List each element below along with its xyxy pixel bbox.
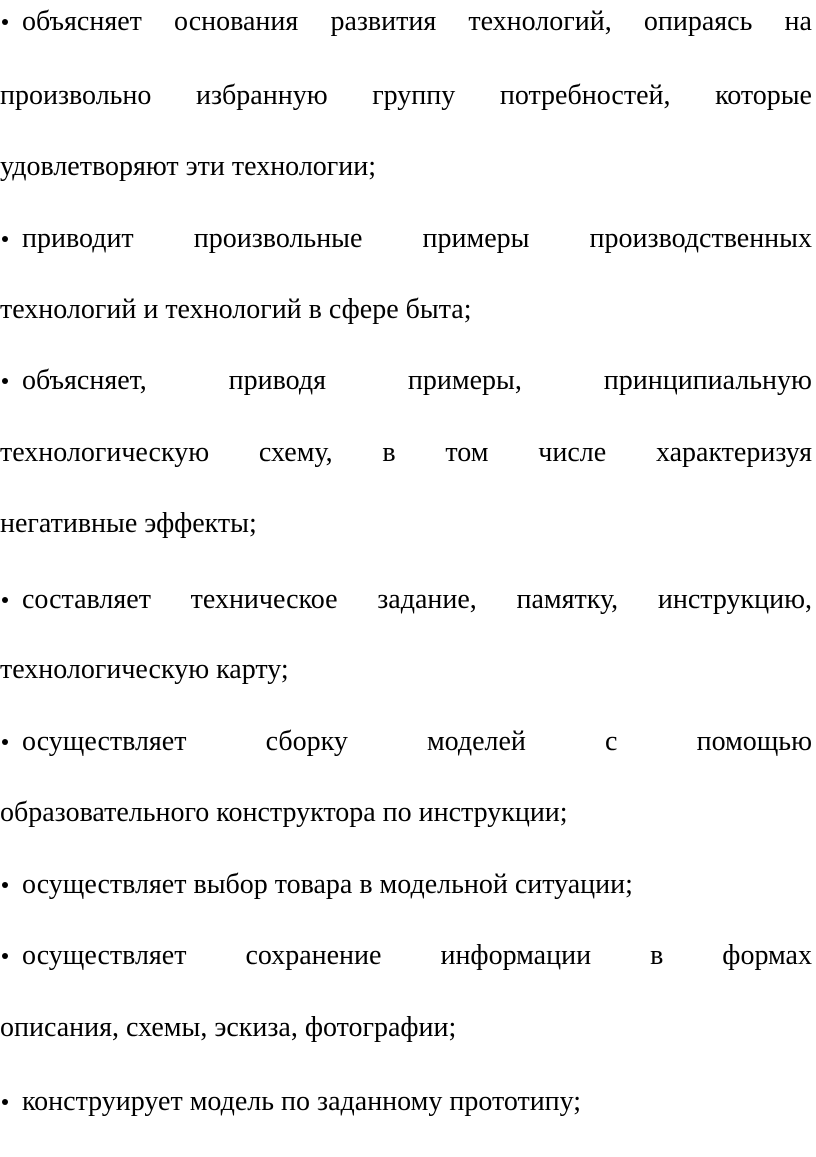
bullet-icon (2, 597, 8, 603)
bullet-line (0, 363, 812, 399)
word: опираясь (643, 6, 753, 37)
bullet-icon (2, 953, 8, 959)
word: помощью (696, 726, 812, 757)
word: примеры (422, 223, 530, 254)
word: принципиальную (603, 365, 812, 396)
bullet-line (0, 582, 812, 618)
word: технологий и технологий в сфере быта; (0, 294, 472, 325)
word: на (784, 6, 812, 37)
word: конструирует модель по заданному прототипу; (22, 1086, 582, 1117)
word: в (382, 437, 396, 468)
word: формах (722, 940, 812, 971)
word: приводит (22, 223, 134, 254)
text-line (0, 149, 812, 185)
bullet-icon (2, 1099, 8, 1105)
bullet-icon (2, 19, 8, 25)
text-line (0, 506, 812, 542)
word: негативные эффекты; (0, 508, 257, 539)
word: осуществляет выбор товара в модельной ситуации; (22, 869, 633, 900)
word: задание, (377, 584, 477, 615)
word: удовлетворяют эти технологии; (0, 151, 377, 182)
word: техническое (190, 584, 338, 615)
word: технологическую карту; (0, 654, 289, 685)
word: избранную (196, 80, 328, 111)
bullet-line (0, 4, 812, 40)
word: сборку (265, 726, 348, 757)
bullet-icon (2, 882, 8, 888)
word: группу (372, 80, 456, 111)
word: осуществляет (22, 726, 187, 757)
word: с (605, 726, 618, 757)
word: которые (715, 80, 812, 111)
word: приводя (228, 365, 326, 396)
word: памятку, (516, 584, 619, 615)
word: основания (174, 6, 299, 37)
text-line (0, 1010, 812, 1046)
word: произвольно (0, 80, 152, 111)
word: составляет (22, 584, 151, 615)
word: в (650, 940, 664, 971)
text-line (0, 652, 812, 688)
word: числе (538, 437, 607, 468)
bullet-line (0, 724, 812, 760)
word: примеры, (407, 365, 522, 396)
word: технологическую (0, 437, 210, 468)
bullet-icon (2, 739, 8, 745)
word: производственных (589, 223, 812, 254)
word: технологий, (468, 6, 612, 37)
bullet-line (0, 938, 812, 974)
word: образовательного конструктора по инструкции; (0, 797, 568, 828)
word: описания, схемы, эскиза, фотографии; (0, 1012, 457, 1043)
bullet-icon (2, 236, 8, 242)
bullet-line (0, 1084, 812, 1120)
word: сохранение (245, 940, 382, 971)
text-line (0, 292, 812, 328)
word: произвольные (193, 223, 363, 254)
word: осуществляет (22, 940, 187, 971)
word: инструкцию, (657, 584, 812, 615)
word: схему, (258, 437, 333, 468)
word: моделей (426, 726, 526, 757)
word: характеризуя (655, 437, 812, 468)
text-line (0, 78, 812, 114)
bullet-icon (2, 378, 8, 384)
bullet-line (0, 867, 812, 903)
word: том (445, 437, 489, 468)
word: развития (330, 6, 437, 37)
text-line (0, 795, 812, 831)
bullet-line (0, 221, 812, 257)
text-line (0, 435, 812, 471)
word: информации (440, 940, 592, 971)
word: объясняет (22, 6, 142, 37)
word: объясняет, (22, 365, 147, 396)
word: потребностей, (499, 80, 671, 111)
